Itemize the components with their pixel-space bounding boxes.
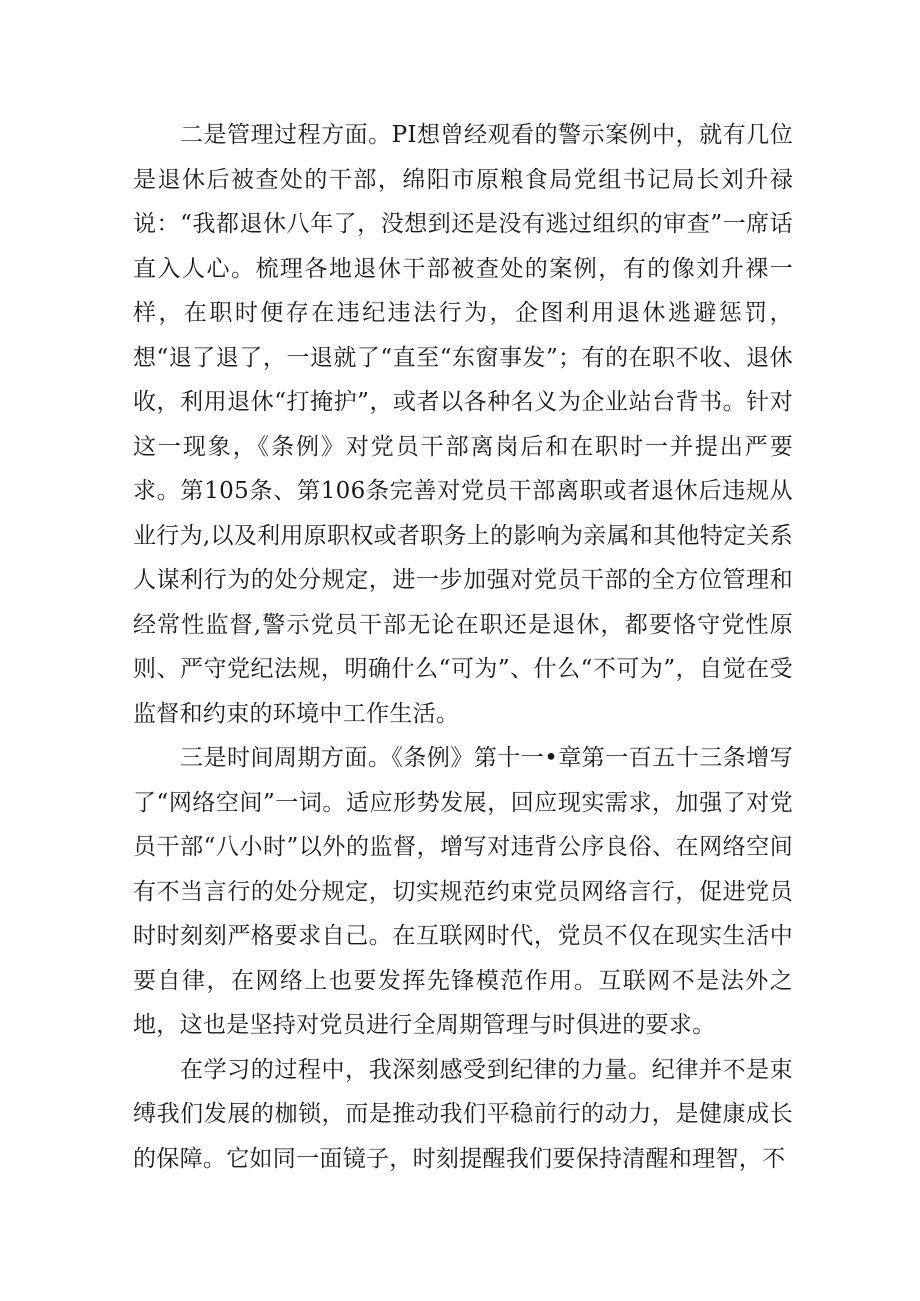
document-body: [133, 113, 793, 1181]
paragraph-management-process: 二是管理过程方面。PI想曾经观看的警示案例中，就有几位是退休后被查处的干部，绵阳市原粮食局党组书记局长刘升禄说：“我都退休八年了，没想到还是没有逃过组织的审查”一席话直入人心。梳理各地退休干部被查处的案例，有的像刘升裸一样，在职时便存在违纪违法行为，企图利用退休逃避惩罚，想“退了退了，一退就了“直至“东窗事发”；有的在职不收、退休收，利用退休“打掩护”，或者以各种名义为企业站台背书。针对这一现象，《条例》对党员干部离岗后和在职时一并提出严要求。第105条、第106条完善对党员干部离职或者退休后违规从业行为,以及利用原职权或者职务上的影响为亲属和其他特定关系人谋利行为的处分规定，进一步加强对党员干部的全方位管理和经常性监督,警示党员干部无论在职还是退休，都要恪守党性原则、严守党纪法规，明确什么“可为”、什么“不可为”，自觉在受监督和约束的环境中工作生活。: [133, 122, 794, 727]
paragraph-time-period: 三是时间周期方面。《条例》第十一•章第一百五十三条增写了“网络空间”一词。适应形势发展，回应现实需求，加强了对党员干部“八小时”以外的监督，增写对违背公序良俗、在网络空间有不当言行的处分规定，切实规范约束党员网络言行，促进党员时时刻刻严格要求自己。在互联网时代，党员不仅在现实生活中要自律，在网络上也要发挥先锋模范作用。互联网不是法外之地，这也是坚持对党员进行全周期管理与时俱进的要求。: [133, 745, 793, 1038]
paragraph-study-reflection: 在学习的过程中，我深刻感受到纪律的力量。纪律并不是束缚我们发展的枷锁，而是推动我们平稳前行的动力，是健康成长的保障。它如同一面镜子，时刻提醒我们要保持清醒和理智，不: [133, 1056, 793, 1172]
